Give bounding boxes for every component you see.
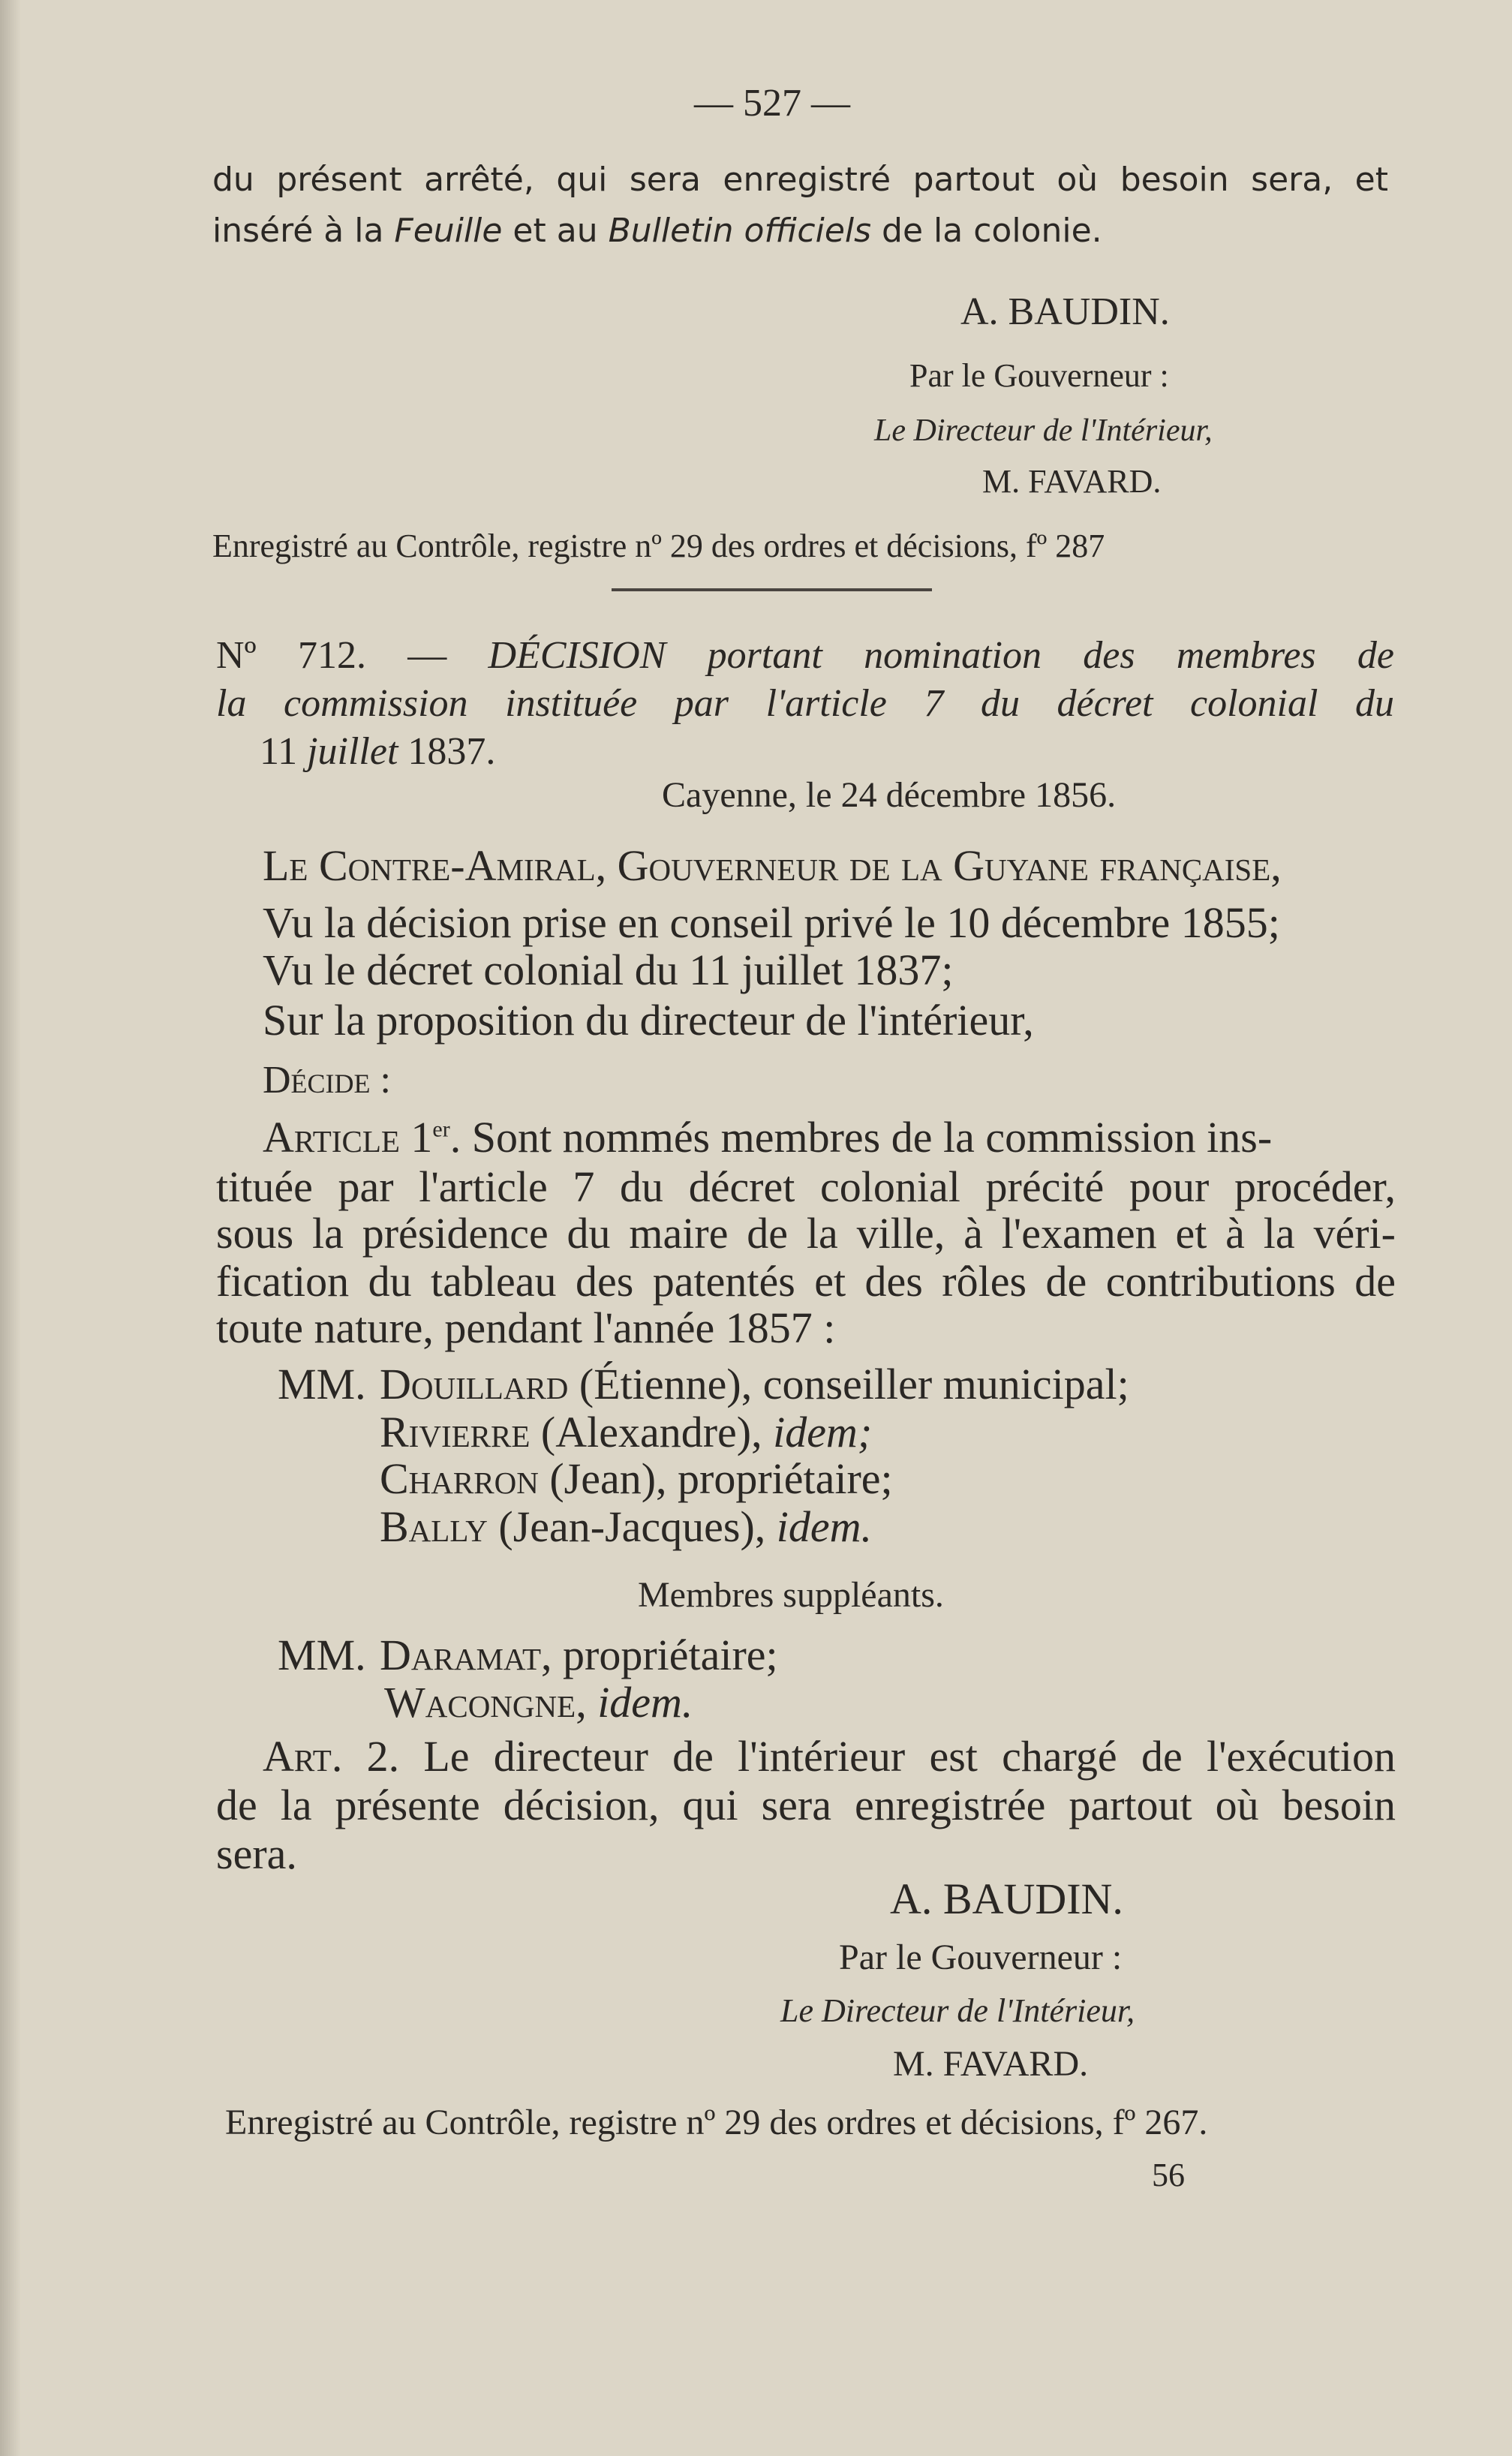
preamble-line-4: Sur la proposition du directeur de l'intérieur, xyxy=(263,996,1034,1045)
article-1-label: Article 1 xyxy=(263,1113,433,1162)
feuille-italic: Feuille xyxy=(394,212,503,250)
decide-heading: Décide : xyxy=(263,1059,391,1102)
continuation-line-2 xyxy=(212,212,1102,250)
article-2-line-3: sera. xyxy=(216,1829,297,1878)
decision-title-line-3 xyxy=(260,732,495,771)
continuation-line-1: du présent arrêté, qui sera enregistré partout où besoin sera, et xyxy=(212,161,1388,199)
member-name: Rivierre xyxy=(380,1408,531,1456)
text-fragment: 1837. xyxy=(407,730,496,773)
text-fragment: juillet xyxy=(297,730,408,773)
favard-signature: M. FAVARD. xyxy=(982,463,1162,500)
suppleant-detail: , xyxy=(576,1678,598,1727)
section-divider xyxy=(612,588,932,591)
enregistre-note: Enregistré au Contrôle, registre nº 29 des ordres et décisions, fº 287 xyxy=(212,528,1105,564)
suppleant-name: Wacongne xyxy=(384,1678,576,1727)
decision-title-text: DÉCISION portant nomination des membres de xyxy=(488,634,1394,677)
directeur-title: Le Directeur de l'Intérieur, xyxy=(874,413,1213,448)
preamble-line-2: Vu la décision prise en conseil privé le 10 décembre 1855; xyxy=(263,898,1280,947)
directeur-title: Le Directeur de l'Intérieur, xyxy=(780,1992,1135,2029)
preamble-line-1: Le Contre-Amiral, Gouverneur de la Guyane française, xyxy=(263,841,1282,890)
page-number: — 527 — xyxy=(694,82,850,125)
suppleant-entry xyxy=(380,1631,778,1679)
member-entry xyxy=(380,1502,873,1551)
preamble-line-3: Vu le décret colonial du 11 juillet 1837; xyxy=(263,945,954,994)
text-fragment: de la colonie. xyxy=(871,212,1102,250)
decision-number: Nº 712. — xyxy=(216,634,488,677)
text-fragment: . Sont nommés membres de la commission ins- xyxy=(449,1113,1273,1162)
member-entry xyxy=(380,1360,1129,1408)
suppleants-prefix: MM. xyxy=(278,1631,366,1679)
member-name: Charron xyxy=(380,1454,539,1503)
signature-mark: 56 xyxy=(1152,2157,1185,2193)
member-name: Bally xyxy=(380,1502,488,1551)
member-detail: (Étienne), conseiller municipal; xyxy=(568,1360,1129,1408)
suppleant-name: Daramat xyxy=(380,1631,542,1679)
par-le-gouverneur: Par le Gouverneur : xyxy=(909,357,1169,394)
article-2-label: Art. 2. xyxy=(263,1732,400,1781)
article-2-line-1 xyxy=(263,1732,1396,1781)
text-fragment: inséré à la xyxy=(212,212,395,250)
article-1-line-3: sous la présidence du maire de la ville, à l'examen et à la véri- xyxy=(216,1209,1396,1258)
decision-title-line-2: la commission instituée par l'article 7 du décret colonial du xyxy=(216,682,1394,725)
signatory-name: A. BAUDIN. xyxy=(960,290,1170,333)
member-detail: (Alexandre), xyxy=(530,1408,774,1456)
member-detail: (Jean-Jacques), xyxy=(487,1502,777,1551)
article-1-line-1 xyxy=(263,1113,1273,1162)
member-entry xyxy=(380,1454,893,1503)
member-detail: (Jean), propriétaire; xyxy=(538,1454,893,1503)
article-1-line-5: toute nature, pendant l'année 1857 : xyxy=(216,1303,836,1352)
member-idem: idem. xyxy=(776,1502,873,1551)
members-prefix: MM. xyxy=(278,1360,366,1408)
signatory-name: A. BAUDIN. xyxy=(890,1874,1123,1923)
article-1-line-4: fication du tableau des patentés et des rôles de contributions de xyxy=(216,1257,1396,1306)
place-date: Cayenne, le 24 décembre 1856. xyxy=(662,775,1117,815)
article-2-line-2: de la présente décision, qui sera enregistrée partout où besoin xyxy=(216,1781,1396,1829)
favard-signature: M. FAVARD. xyxy=(893,2044,1089,2084)
suppleant-detail: , propriétaire; xyxy=(541,1631,778,1679)
member-entry xyxy=(380,1408,873,1456)
suppleant-idem: idem. xyxy=(597,1678,693,1727)
text-fragment: et au xyxy=(502,212,609,250)
article-1-superscript: er xyxy=(432,1117,450,1142)
decision-title-line-1 xyxy=(216,636,1394,675)
text-fragment: Le directeur de l'intérieur est chargé de l'exécution xyxy=(399,1732,1396,1781)
text-fragment: 11 xyxy=(260,730,298,773)
bulletin-italic: Bulletin officiels xyxy=(608,212,872,250)
suppleant-entry xyxy=(384,1678,693,1727)
article-1-line-2: tituée par l'article 7 du décret colonial précité pour procéder, xyxy=(216,1162,1396,1211)
member-idem: idem; xyxy=(773,1408,873,1456)
suppleants-heading: Membres suppléants. xyxy=(638,1575,944,1615)
par-le-gouverneur: Par le Gouverneur : xyxy=(839,1937,1123,1977)
enregistre-note: Enregistré au Contrôle, registre nº 29 des ordres et décisions, fº 267. xyxy=(225,2103,1208,2142)
member-name: Douillard xyxy=(380,1360,569,1408)
